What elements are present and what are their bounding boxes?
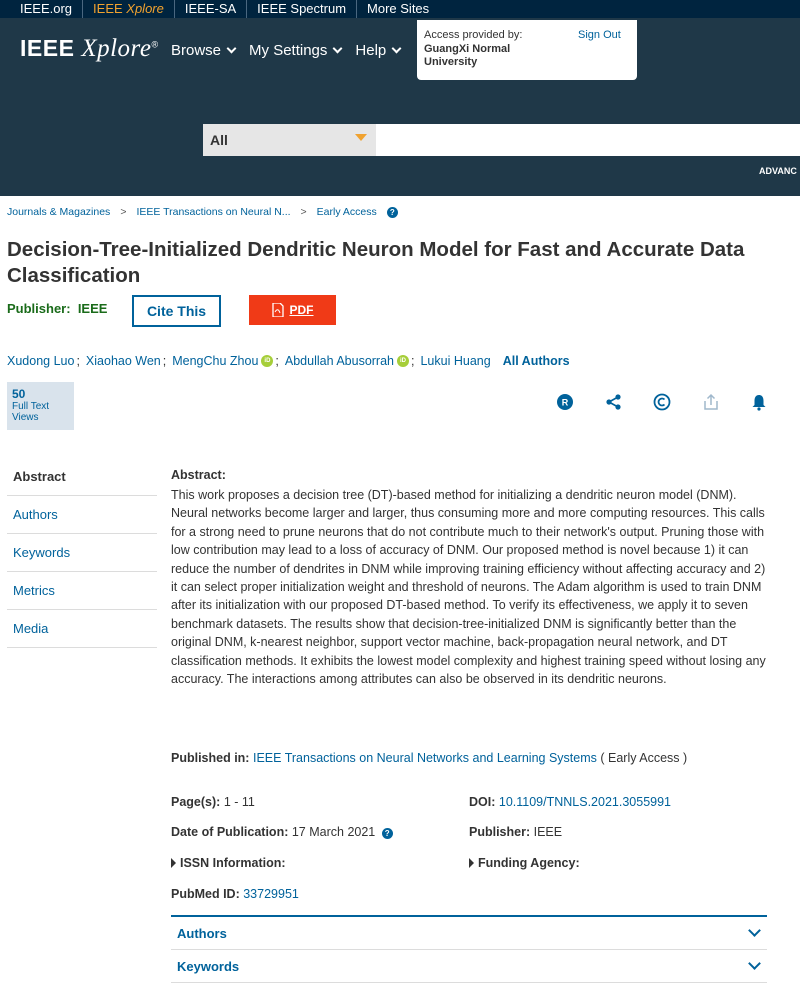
alert-bell-icon[interactable]: [750, 393, 768, 411]
author-link[interactable]: Abdullah Abusorrah iD: [285, 354, 409, 368]
views-label: Full Text Views: [12, 401, 50, 423]
help-question-icon[interactable]: ?: [382, 828, 393, 839]
pubmed-link[interactable]: 33729951: [243, 887, 299, 901]
chevron-down-icon: [227, 44, 237, 54]
search-input[interactable]: [376, 124, 800, 156]
doi-link[interactable]: 10.1109/TNNLS.2021.3055991: [498, 795, 672, 809]
sidenav-keywords[interactable]: Keywords: [7, 534, 157, 572]
sidenav-media[interactable]: Media: [7, 610, 157, 648]
sidenav-authors[interactable]: Authors: [7, 496, 157, 534]
doi-field: DOI: 10.1109/TNNLS.2021.3055991: [469, 795, 672, 809]
chevron-down-icon: [748, 957, 761, 970]
accordion-keywords[interactable]: Keywords: [171, 950, 767, 983]
export-icon[interactable]: [702, 393, 720, 411]
published-in: Published in: IEEE Transactions on Neural Networks and Learning Systems ( Early Access ): [171, 751, 688, 765]
chevron-down-icon: [392, 44, 402, 54]
ieee-xplore-logo[interactable]: IEEE Xplore®: [20, 35, 159, 62]
accordion-authors[interactable]: Authors: [171, 917, 767, 950]
dropdown-triangle-icon: [355, 134, 367, 141]
author-link[interactable]: Xiaohao Wen: [85, 354, 161, 368]
svg-text:R: R: [561, 397, 569, 408]
chevron-down-icon: [748, 924, 761, 937]
ieee-sa-link[interactable]: IEEE-SA: [175, 0, 247, 18]
institution-access-box: [417, 20, 637, 80]
ieee-meta-bar: [0, 0, 800, 18]
publisher-field: Publisher: IEEE: [469, 825, 563, 839]
orcid-icon[interactable]: iD: [397, 355, 409, 367]
issn-toggle[interactable]: ISSN Information:: [171, 856, 286, 870]
search-scope-select[interactable]: All: [203, 124, 376, 156]
ieee-xplore-link[interactable]: IEEE Xplore: [83, 0, 175, 18]
main-nav: [171, 42, 400, 59]
caret-right-icon: [469, 858, 474, 868]
breadcrumb-journals[interactable]: Journals & Magazines: [7, 206, 111, 218]
pages-field: Page(s): 1 - 11: [171, 795, 255, 809]
breadcrumb-transactions[interactable]: IEEE Transactions on Neural N...: [136, 206, 291, 218]
pubmed-field: PubMed ID: 33729951: [171, 887, 299, 901]
details-accordion: [171, 915, 767, 983]
access-institution: GuangXi Normal University: [424, 43, 511, 68]
advanced-search-link[interactable]: ADVANC: [759, 166, 797, 176]
journal-link[interactable]: IEEE Transactions on Neural Networks and Learning Systems: [252, 751, 597, 765]
author-link[interactable]: Xudong Luo: [7, 354, 75, 368]
funding-toggle[interactable]: Funding Agency:: [469, 856, 580, 870]
access-label: Access provided by:: [424, 29, 523, 41]
rights-permissions-icon[interactable]: [556, 393, 574, 411]
chevron-down-icon: [333, 44, 343, 54]
ieee-spectrum-link[interactable]: IEEE Spectrum: [247, 0, 357, 18]
publisher-line: Publisher: IEEE: [7, 301, 108, 316]
search-bar: [203, 124, 800, 156]
sidenav-metrics[interactable]: Metrics: [7, 572, 157, 610]
more-sites-link[interactable]: More Sites: [367, 1, 430, 16]
site-header: [0, 18, 800, 196]
share-icon[interactable]: [605, 393, 623, 411]
views-count: 50: [12, 387, 26, 401]
article-action-icons: [0, 393, 800, 415]
caret-right-icon: [171, 858, 176, 868]
pdf-button[interactable]: PDF: [249, 295, 336, 325]
nav-my-settings[interactable]: My Settings: [249, 42, 341, 59]
breadcrumb: Journals & Magazines > IEEE Transactions on Neural N... > Early Access ?: [7, 206, 398, 218]
ieee-org-link[interactable]: IEEE.org: [0, 0, 83, 18]
author-link[interactable]: Lukui Huang: [420, 354, 491, 368]
nav-help[interactable]: Help: [355, 42, 400, 59]
help-question-icon[interactable]: ?: [387, 207, 398, 218]
breadcrumb-early-access[interactable]: Early Access: [316, 206, 377, 218]
all-authors-link[interactable]: All Authors: [502, 354, 570, 368]
cite-this-button[interactable]: Cite This: [132, 295, 221, 327]
orcid-icon[interactable]: iD: [261, 355, 273, 367]
sign-out-link[interactable]: Sign Out: [578, 29, 621, 41]
copyright-icon[interactable]: [653, 393, 671, 411]
publication-date-field: Date of Publication: 17 March 2021 ?: [171, 825, 393, 839]
article-title: Decision-Tree-Initialized Dendritic Neuron Model for Fast and Accurate Data Classification: [7, 238, 745, 287]
nav-browse[interactable]: Browse: [171, 42, 235, 59]
abstract-text: This work proposes a decision tree (DT)-based method for initializing a dendritic neuron model (DNM). Neural networks become larger and larger, thus consuming more and more computing resources. This calls for a strong need to prune neurons that do not contribute much to their network's output. Pruning those with low contribution may lead to a loss of accuracy of DNM. Our proposed method is novel because 1) it can reduce the number of dendrites in DNM while improving training efficiency without affecting accuracy and 2) it can select proper initialization weight and threshold of neurons. The Adam algorithm is used to train DNM after its initialization with our proposed DT-based method. To verify its effectiveness, we apply it to seven benchmark datasets. The results show that decision-tree-initialized DNM is significantly better than the original DNM, k-nearest neighbor, support vector machine, back-propagation neural network, and DT classification methods. It exhibits the lowest model complexity and highest training speed without losing any accuracy. The interactions among attributes can also be observed in its dendritic neurons.: [171, 488, 766, 687]
author-list: Xudong Luo ; Xiaohao Wen ; MengChu Zhou iD ; Abdullah Abusorrah iD ; Lukui Huang All Authors: [7, 354, 570, 368]
section-sidenav: [7, 458, 157, 648]
author-link[interactable]: MengChu Zhou iD: [172, 354, 273, 368]
abstract-heading: Abstract:: [171, 468, 226, 482]
sidenav-abstract[interactable]: Abstract: [7, 458, 157, 496]
pdf-file-icon: [272, 303, 284, 317]
